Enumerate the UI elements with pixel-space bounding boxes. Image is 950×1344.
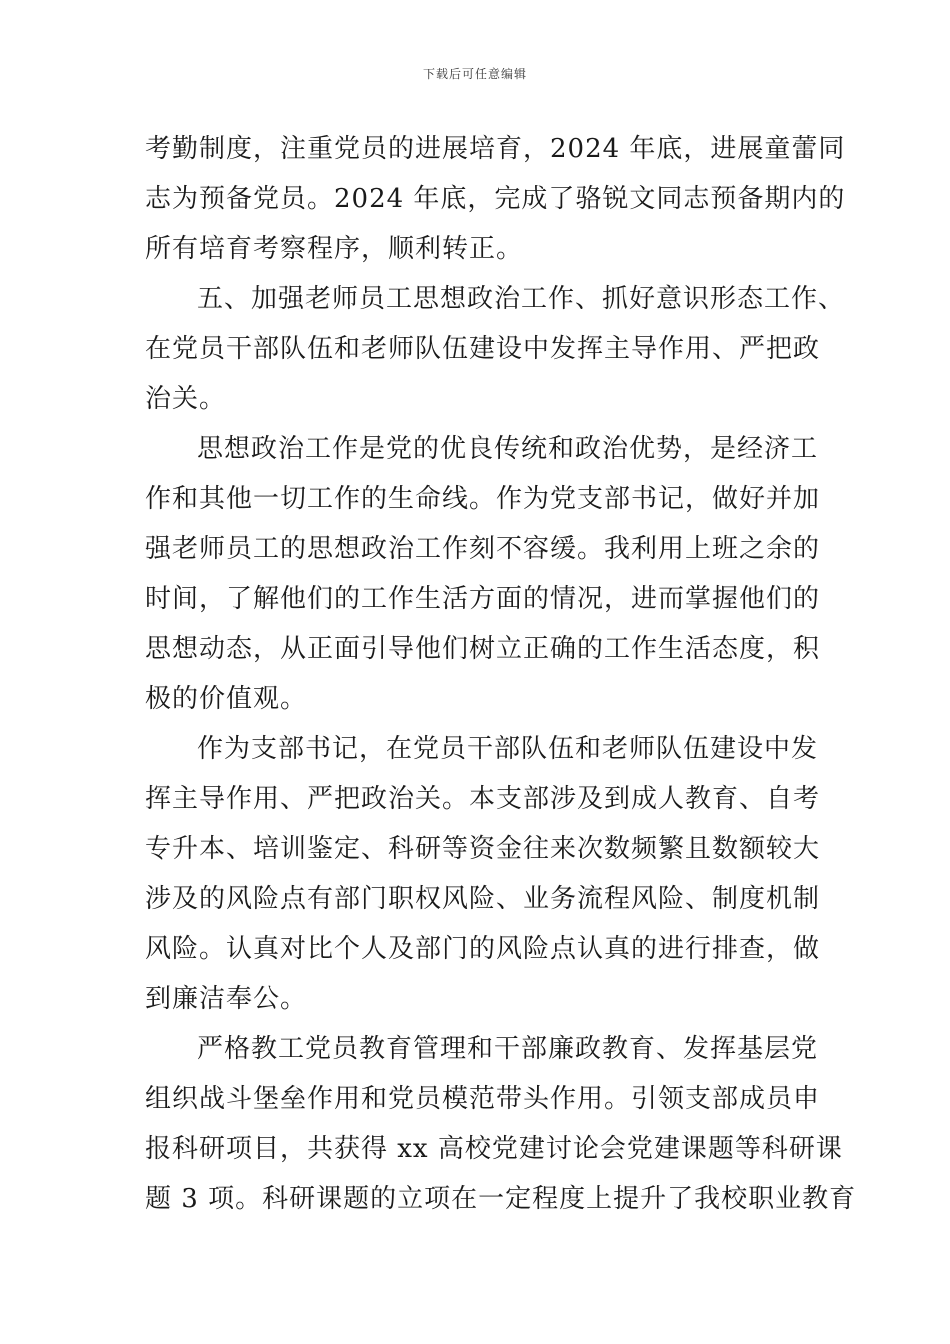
text-line: 作和其他一切工作的生命线。作为党支部书记，做好并加: [145, 484, 821, 514]
paragraph-start-line: 作为支部书记，在党员干部队伍和老师队伍建设中发: [197, 734, 819, 764]
page-header: 下载后可任意编辑: [422, 67, 527, 81]
paragraph-start-line: 严格教工党员教育管理和干部廉政教育、发挥基层党: [197, 1034, 819, 1064]
text-line: 专升本、培训鉴定、科研等资金往来次数频繁且数额较大: [145, 834, 821, 864]
document-body: [145, 124, 857, 1224]
text-line: 治关。: [145, 384, 227, 414]
text-line: 时间，了解他们的工作生活方面的情况，进而掌握他们的: [145, 584, 821, 614]
text-line: 极的价值观。: [145, 684, 308, 714]
text-line: 涉及的风险点有部门职权风险、业务流程风险、制度机制: [145, 884, 821, 914]
paragraph-start-line: 思想政治工作是党的优良传统和政治优势，是经济工: [197, 434, 819, 464]
text-line: 所有培育考察程序，顺利转正。: [145, 234, 524, 264]
text-line: 挥主导作用、严把政治关。本支部涉及到成人教育、自考: [145, 784, 821, 814]
text-line: 到廉洁奉公。: [145, 984, 308, 1014]
section-heading-line: 五、加强老师员工思想政治工作、抓好意识形态工作、: [197, 284, 846, 314]
text-line: 题 3 项。科研课题的立项在一定程度上提升了我校职业教育: [145, 1184, 857, 1214]
text-line: 考勤制度，注重党员的进展培育，2024 年底，进展童蕾同: [145, 134, 846, 164]
text-line: 风险。认真对比个人及部门的风险点认真的进行排查，做: [145, 934, 821, 964]
text-line: 思想动态，从正面引导他们树立正确的工作生活态度，积: [145, 634, 821, 664]
text-line: 强老师员工的思想政治工作刻不容缓。我利用上班之余的: [145, 534, 821, 564]
text-line: 志为预备党员。2024 年底，完成了骆锐文同志预备期内的: [145, 184, 846, 214]
text-line: 在党员干部队伍和老师队伍建设中发挥主导作用、严把政: [145, 334, 821, 364]
text-line: 报科研项目，共获得 xx 高校党建讨论会党建课题等科研课: [145, 1134, 843, 1164]
text-line: 组织战斗堡垒作用和党员模范带头作用。引领支部成员申: [145, 1084, 821, 1114]
